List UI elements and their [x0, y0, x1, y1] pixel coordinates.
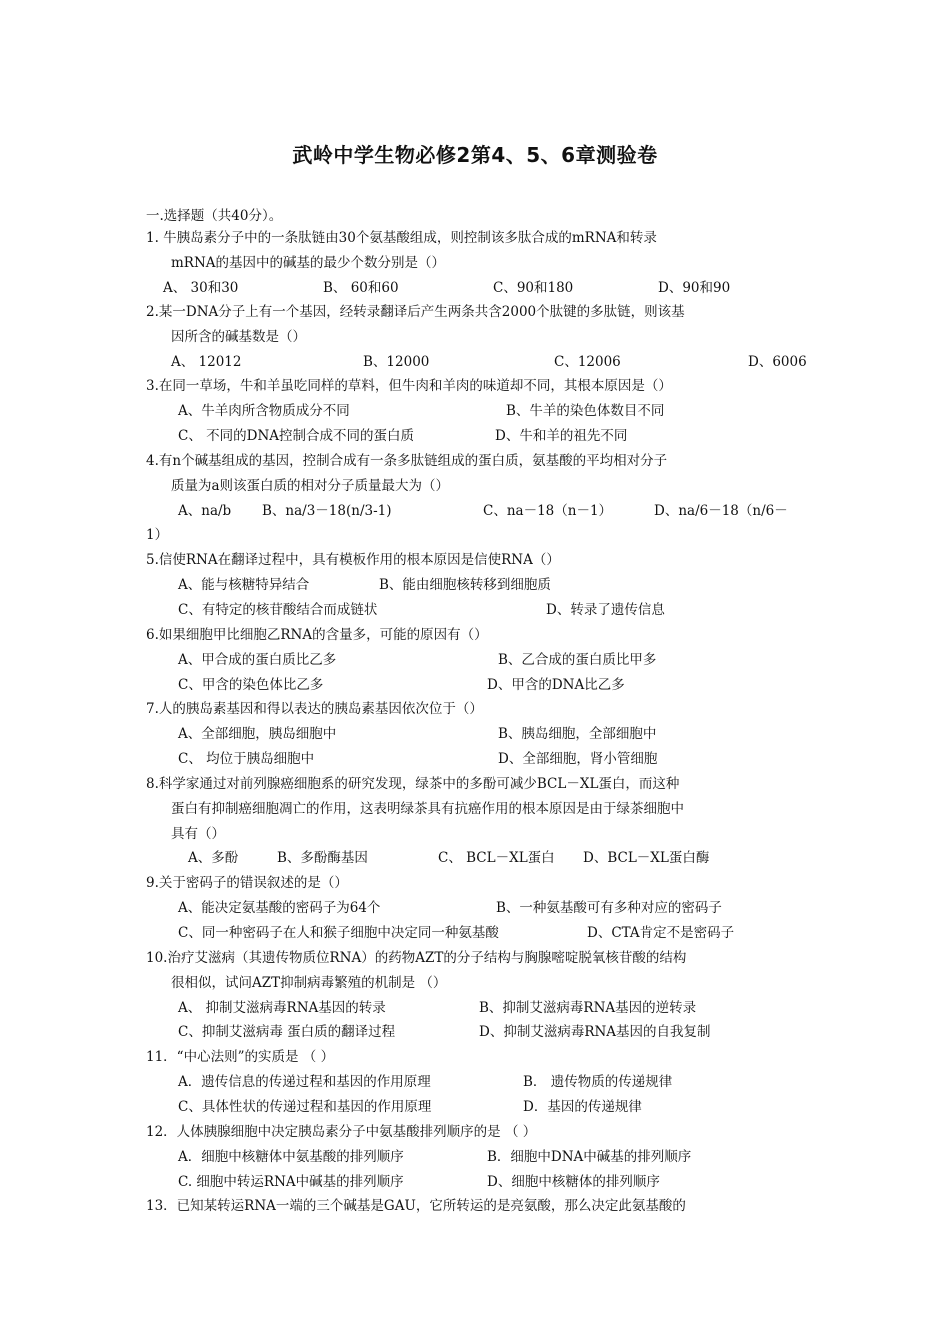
question-8 [146, 772, 811, 871]
section-heading: 一.选择题（共40分）。 [146, 208, 283, 224]
question-4 [146, 449, 811, 548]
question-8-option-d: D、BCL－XL蛋白酶 [583, 850, 710, 867]
question-12-option-d: D、细胞中核糖体的排列顺序 [487, 1173, 660, 1190]
question-1-stem-line-2: mRNA的基因中的碱基的最少个数分别是（） [171, 254, 446, 271]
question-1-option-d: D、90和90 [658, 279, 731, 296]
question-13-stem: 13．已知某转运RNA一端的三个碱基是GAU，它所转运的是亮氨酸，那么决定此氨基酸的 [146, 1198, 686, 1214]
question-9-option-a: A、能决定氨基酸的密码子为64个 [178, 899, 381, 916]
question-3-option-b: B、牛羊的染色体数目不同 [506, 402, 665, 419]
question-4-option-c: C、na－18（n－1） [483, 502, 613, 519]
question-2-option-c: C、12006 [554, 353, 621, 370]
question-1-option-b: B、 60和60 [323, 279, 399, 296]
question-9-option-b: B、一种氨基酸可有多种对应的密码子 [496, 899, 722, 916]
question-2-option-a: A、 12012 [171, 353, 242, 370]
question-6-option-d: D、甲含的DNA比乙多 [487, 676, 625, 693]
question-5-stem: 5.信使RNA在翻译过程中，具有模板作用的根本原因是信使RNA（） [146, 552, 560, 568]
question-7 [146, 697, 811, 771]
question-11-option-d: D．基因的传递规律 [523, 1098, 642, 1115]
question-12-stem: 12．人体胰腺细胞中决定胰岛素分子中氨基酸排列顺序的是 （ ） [146, 1124, 537, 1140]
page-title: 武岭中学生物必修2第4、5、6章测验卷 [292, 143, 658, 167]
question-4-option-d-continued: 1） [146, 527, 169, 544]
question-3-option-c: C、 不同的DNA控制合成不同的蛋白质 [178, 427, 415, 444]
question-2-stem-line-2: 因所含的碱基数是（） [171, 328, 306, 345]
question-9 [146, 871, 811, 945]
question-4-option-a: A、na/b [178, 502, 232, 519]
question-4-option-d: D、na/6－18（n/6－ [654, 502, 788, 519]
question-4-stem-line-1: 4.有n个碱基组成的基因，控制合成有一条多肽链组成的蛋白质，氨基酸的平均相对分子 [146, 453, 668, 469]
question-7-option-d: D、全部细胞，肾小管细胞 [498, 750, 658, 767]
question-1-option-a: A、 30和30 [163, 279, 239, 296]
question-13 [146, 1194, 811, 1219]
question-5-option-d: D、转录了遗传信息 [546, 601, 665, 618]
question-9-option-d: D、CTA肯定不是密码子 [587, 924, 735, 941]
question-2 [146, 300, 811, 374]
question-9-stem: 9.关于密码子的错误叙述的是（） [146, 875, 348, 891]
question-8-stem-line-3: 具有（） [171, 825, 225, 842]
question-3-option-d: D、牛和羊的祖先不同 [495, 427, 628, 444]
question-9-option-c: C、同一种密码子在人和猴子细胞中决定同一种氨基酸 [178, 924, 499, 941]
question-7-option-b: B、胰岛细胞，全部细胞中 [498, 725, 657, 742]
question-12 [146, 1120, 811, 1194]
question-12-option-a: A．细胞中核糖体中氨基酸的排列顺序 [178, 1148, 404, 1165]
question-11 [146, 1045, 811, 1119]
question-10 [146, 946, 811, 1045]
question-2-option-b: B、12000 [363, 353, 430, 370]
question-7-stem: 7.人的胰岛素基因和得以表达的胰岛素基因依次位于（） [146, 701, 483, 717]
question-5-option-a: A、能与核糖特异结合 [178, 576, 310, 593]
question-10-option-a: A、 抑制艾滋病毒RNA基因的转录 [178, 999, 386, 1016]
question-10-option-b: B、抑制艾滋病毒RNA基因的逆转录 [479, 999, 697, 1016]
question-11-stem: 11．“中心法则”的实质是 （ ） [146, 1049, 335, 1065]
question-2-option-d: D、6006 [748, 353, 807, 370]
question-4-stem-line-2: 质量为a则该蛋白质的相对分子质量最大为（） [171, 477, 450, 494]
question-11-option-c: C、具体性状的传递过程和基因的作用原理 [178, 1098, 432, 1115]
question-6-option-c: C、甲含的染色体比乙多 [178, 676, 324, 693]
question-10-option-d: D、抑制艾滋病毒RNA基因的自我复制 [479, 1024, 711, 1041]
question-10-stem-line-2: 很相似，试问AZT抑制病毒繁殖的机制是 （） [171, 974, 447, 991]
question-11-option-b: B． 遗传物质的传递规律 [523, 1073, 673, 1090]
question-6-option-a: A、甲合成的蛋白质比乙多 [178, 651, 337, 668]
question-6 [146, 623, 811, 697]
question-3 [146, 374, 811, 448]
question-8-option-b: B、多酚酶基因 [277, 850, 368, 867]
question-6-option-b: B、乙合成的蛋白质比甲多 [498, 651, 657, 668]
question-12-option-b: B．细胞中DNA中碱基的排列顺序 [487, 1148, 692, 1165]
question-1 [146, 226, 811, 300]
question-8-option-c: C、 BCL－XL蛋白 [438, 850, 555, 867]
question-1-option-c: C、90和180 [493, 279, 574, 296]
question-1-stem-line-1: 1. 牛胰岛素分子中的一条肽链由30个氨基酸组成，则控制该多肽合成的mRNA和转录 [146, 230, 657, 246]
question-5-option-b: B、能由细胞核转移到细胞质 [379, 576, 551, 593]
question-8-stem-line-1: 8.科学家通过对前列腺癌细胞系的研究发现，绿茶中的多酚可减少BCL－XL蛋白，而这种 [146, 776, 680, 792]
question-3-stem: 3.在同一草场，牛和羊虽吃同样的草料，但牛肉和羊肉的味道却不同，其根本原因是（） [146, 378, 672, 394]
question-7-option-a: A、全部细胞，胰岛细胞中 [178, 725, 337, 742]
question-10-option-c: C、抑制艾滋病毒 蛋白质的翻译过程 [178, 1024, 396, 1041]
question-8-option-a: A、多酚 [188, 850, 239, 867]
question-10-stem-line-1: 10.治疗艾滋病（其遗传物质位RNA）的药物AZT的分子结构与胸腺嘧啶脱氧核苷酸的结构 [146, 950, 687, 966]
question-3-option-a: A、牛羊肉所含物质成分不同 [178, 402, 350, 419]
question-11-option-a: A．遗传信息的传递过程和基因的作用原理 [178, 1073, 431, 1090]
question-2-stem-line-1: 2.某一DNA分子上有一个基因，经转录翻译后产生两条共含2000个肽键的多肽链，则该基 [146, 304, 685, 320]
question-5-option-c: C、有特定的核苷酸结合而成链状 [178, 601, 378, 618]
question-6-stem: 6.如果细胞甲比细胞乙RNA的含量多，可能的原因有（） [146, 627, 488, 643]
question-5 [146, 548, 811, 622]
question-12-option-c: C. 细胞中转运RNA中碱基的排列顺序 [178, 1173, 404, 1190]
question-4-option-b: B、na/3－18(n/3-1) [262, 502, 392, 519]
question-7-option-c: C、 均位于胰岛细胞中 [178, 750, 315, 767]
question-8-stem-line-2: 蛋白有抑制癌细胞凋亡的作用，这表明绿茶具有抗癌作用的根本原因是由于绿茶细胞中 [171, 800, 684, 817]
